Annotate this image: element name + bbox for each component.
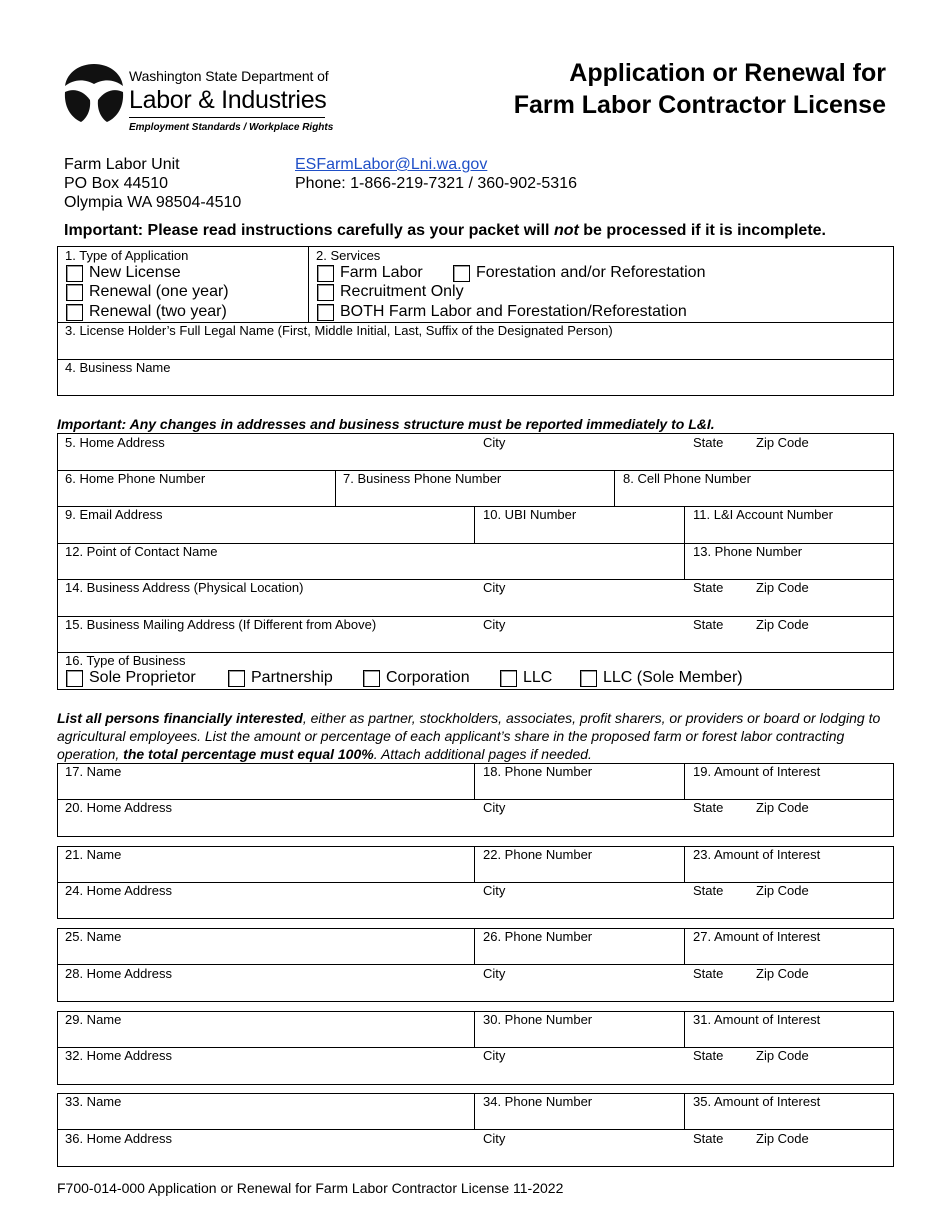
checkbox-partnership[interactable] (228, 670, 245, 687)
checkbox-llc-sole-member[interactable] (580, 670, 597, 687)
checkbox-forestation[interactable] (453, 265, 470, 282)
home-address-label: 5. Home Address (65, 435, 165, 450)
person-2-state-label: State (693, 883, 724, 898)
license-holder-name-label: 3. License Holder’s Full Legal Name (First, Middle Initial, Last, Suffix of the Designated Person) (65, 323, 613, 338)
person-1-city-label: City (483, 800, 506, 815)
ubi-number-label: 10. UBI Number (483, 507, 577, 522)
logo-mark-icon (63, 62, 125, 124)
person-3-address-label: 28. Home Address (65, 966, 172, 981)
title-line-2: Farm Labor Contractor License (513, 91, 886, 119)
title-line-1: Application or Renewal for (569, 59, 886, 87)
home-phone-label: 6. Home Phone Number (65, 471, 206, 486)
person-3-interest-label: 27. Amount of Interest (693, 929, 821, 944)
logo-text-agency: Labor & Industries (129, 86, 327, 114)
business-type-label: 16. Type of Business (65, 653, 186, 668)
person-2-name-label: 21. Name (65, 847, 122, 862)
person-1-state-label: State (693, 800, 724, 815)
agency-logo (63, 62, 343, 142)
option-recruitment-only[interactable]: Recruitment Only (317, 283, 464, 301)
logo-divider (129, 117, 325, 118)
person-4-state-label: State (693, 1048, 724, 1063)
person-5-interest-label: 35. Amount of Interest (693, 1094, 821, 1109)
notice-text-2: be processed if it is incomplete. (578, 222, 826, 239)
option-llc-sole-member[interactable]: LLC (Sole Member) (580, 669, 743, 687)
li-account-label: 11. L&I Account Number (693, 507, 833, 522)
option-new-license[interactable]: New License (66, 264, 181, 282)
option-farm-labor[interactable]: Farm Labor (317, 264, 423, 282)
notice-emphasis: not (553, 222, 579, 239)
person-5-state-label: State (693, 1131, 724, 1146)
checkbox-both-services[interactable] (317, 304, 334, 321)
checkbox-renewal-two-year[interactable] (66, 304, 83, 321)
mailing-zip-label: Zip Code (756, 617, 809, 632)
person-4-zip-label: Zip Code (756, 1048, 809, 1063)
option-corporation[interactable]: Corporation (363, 669, 470, 687)
logo-text-department: Washington State Department of (129, 68, 329, 84)
form-footer: F700-014-000 Application or Renewal for Farm Labor Contractor License 11-2022 (57, 1180, 564, 1196)
option-both-services[interactable]: BOTH Farm Labor and Forestation/Reforestation (317, 303, 687, 321)
person-3-state-label: State (693, 966, 724, 981)
mailing-address-block (64, 155, 241, 212)
person-5-name-label: 33. Name (65, 1094, 122, 1109)
home-city-label: City (483, 435, 506, 450)
notice-instructions (64, 222, 826, 240)
business-state-label: State (693, 580, 724, 595)
contact-phone: Phone: 1-866-219-7321 / 360-902-5316 (295, 175, 577, 192)
services-label: 2. Services (316, 248, 381, 263)
type-of-application-label: 1. Type of Application (65, 248, 189, 263)
email-address-label: 9. Email Address (65, 507, 163, 522)
person-2-zip-label: Zip Code (756, 883, 809, 898)
option-renewal-one-year[interactable]: Renewal (one year) (66, 283, 229, 301)
person-2-address-label: 24. Home Address (65, 883, 172, 898)
mailing-state-label: State (693, 617, 724, 632)
checkbox-new-license[interactable] (66, 265, 83, 282)
checkbox-llc[interactable] (500, 670, 517, 687)
person-3-city-label: City (483, 966, 506, 981)
home-state-label: State (693, 435, 724, 450)
address-city: Olympia WA 98504-4510 (64, 194, 242, 211)
contact-phone-label: 13. Phone Number (693, 544, 803, 559)
page-title (416, 57, 886, 121)
person-4-address-label: 32. Home Address (65, 1048, 172, 1063)
checkbox-renewal-one-year[interactable] (66, 284, 83, 301)
person-4-phone-label: 30. Phone Number (483, 1012, 593, 1027)
person-1-zip-label: Zip Code (756, 800, 809, 815)
person-5-phone-label: 34. Phone Number (483, 1094, 593, 1109)
person-4-interest-label: 31. Amount of Interest (693, 1012, 821, 1027)
person-5-zip-label: Zip Code (756, 1131, 809, 1146)
person-5-city-label: City (483, 1131, 506, 1146)
checkbox-corporation[interactable] (363, 670, 380, 687)
business-name-label: 4. Business Name (65, 360, 171, 375)
person-3-phone-label: 26. Phone Number (483, 929, 593, 944)
person-4-city-label: City (483, 1048, 506, 1063)
notice-text-1: Important: Please read instructions carefully as your packet will (64, 222, 554, 239)
cell-phone-label: 8. Cell Phone Number (623, 471, 751, 486)
mailing-city-label: City (483, 617, 506, 632)
email-link[interactable]: ESFarmLabor@Lni.wa.gov (295, 156, 488, 173)
checkbox-recruitment-only[interactable] (317, 284, 334, 301)
home-zip-label: Zip Code (756, 435, 809, 450)
address-po-box: PO Box 44510 (64, 175, 169, 192)
logo-tagline: Employment Standards / Workplace Rights (129, 122, 334, 133)
person-5-address-label: 36. Home Address (65, 1131, 172, 1146)
person-3-zip-label: Zip Code (756, 966, 809, 981)
person-1-address-label: 20. Home Address (65, 800, 172, 815)
person-2-city-label: City (483, 883, 506, 898)
person-1-interest-label: 19. Amount of Interest (693, 764, 821, 779)
option-renewal-two-year[interactable]: Renewal (two year) (66, 303, 227, 321)
business-address-label: 14. Business Address (Physical Location) (65, 580, 304, 595)
person-1-name-label: 17. Name (65, 764, 122, 779)
checkbox-farm-labor[interactable] (317, 265, 334, 282)
contact-block (295, 155, 577, 193)
checkbox-sole-proprietor[interactable] (66, 670, 83, 687)
option-partnership[interactable]: Partnership (228, 669, 333, 687)
option-llc[interactable]: LLC (500, 669, 552, 687)
contact-name-label: 12. Point of Contact Name (65, 544, 218, 559)
person-2-phone-label: 22. Phone Number (483, 847, 593, 862)
business-city-label: City (483, 580, 506, 595)
option-forestation[interactable]: Forestation and/or Reforestation (453, 264, 705, 282)
financial-interest-instructions: List all persons financially interested, either as partner, stockholders, associates, profit sharers, or providers or board or lodging to agricultural employees. List the amount or percentage of each applicant’s share in the proposed farm or forest labor contracting operation, the total percentage must equal 100%. Attach additional pages if needed. (57, 710, 881, 762)
option-sole-proprietor[interactable]: Sole Proprietor (66, 669, 196, 687)
person-2-interest-label: 23. Amount of Interest (693, 847, 821, 862)
notice-changes: Important: Any changes in addresses and business structure must be reported immediately to L&I. (57, 416, 715, 432)
mailing-address-label: 15. Business Mailing Address (If Different from Above) (65, 617, 377, 632)
person-3-name-label: 25. Name (65, 929, 122, 944)
business-zip-label: Zip Code (756, 580, 809, 595)
person-4-name-label: 29. Name (65, 1012, 122, 1027)
person-1-phone-label: 18. Phone Number (483, 764, 593, 779)
business-phone-label: 7. Business Phone Number (343, 471, 502, 486)
address-unit: Farm Labor Unit (64, 156, 180, 173)
